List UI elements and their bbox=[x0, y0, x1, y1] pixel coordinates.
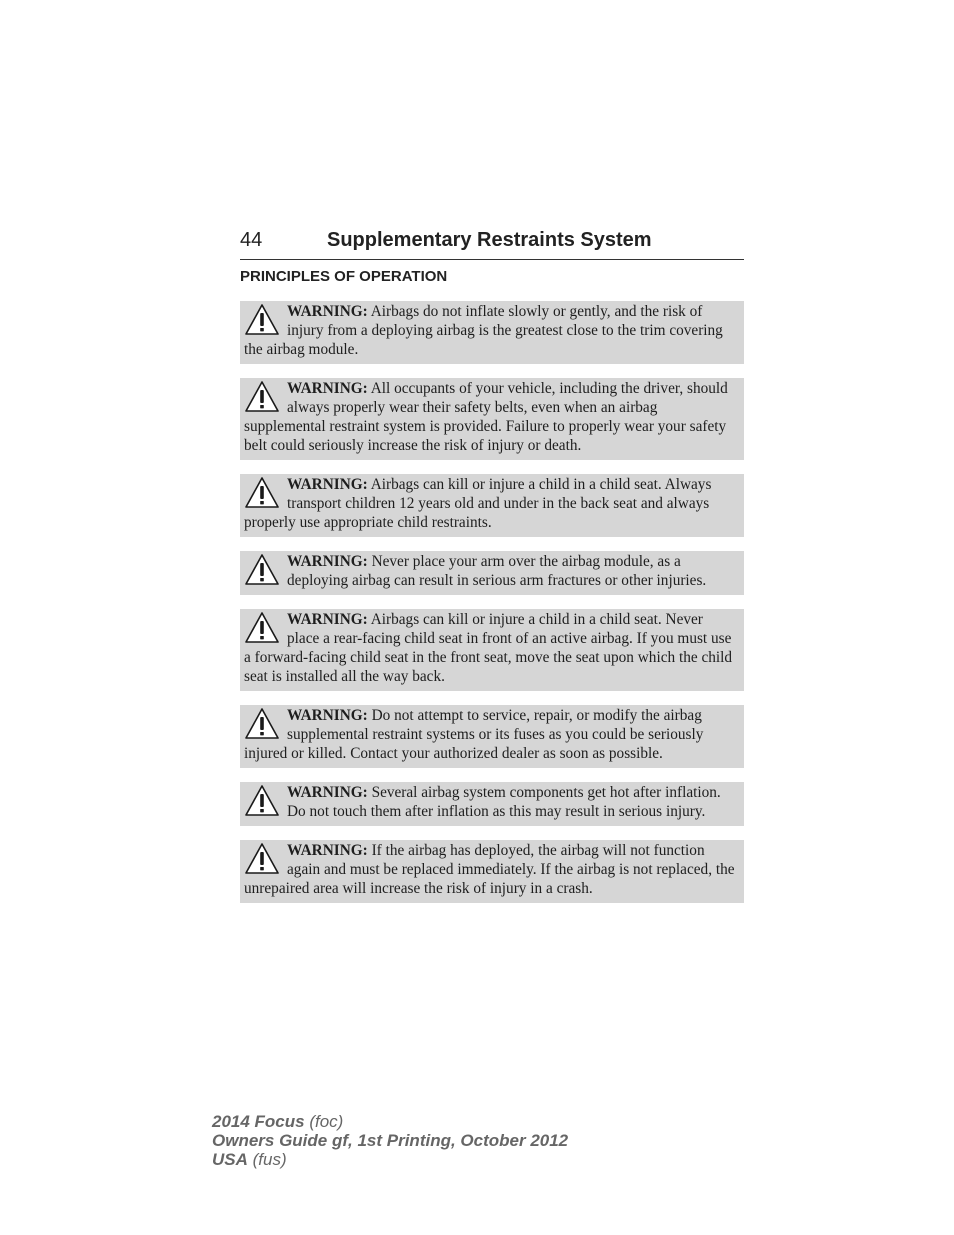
warning-box bbox=[240, 378, 744, 460]
footer-line-region bbox=[212, 1150, 568, 1169]
warning-text: Do not attempt to service, repair, or modify the airbag supplemental restraint systems or its fuses as you could be seriously injured or killed. Contact your authorized dealer as soon as possible. bbox=[244, 707, 704, 762]
warning-triangle-icon bbox=[244, 842, 280, 876]
warning-label: WARNING: bbox=[287, 553, 368, 570]
footer-line-model bbox=[212, 1112, 568, 1131]
warning-label: WARNING: bbox=[287, 380, 368, 397]
warning-box bbox=[240, 705, 744, 768]
chapter-title: Supplementary Restraints System bbox=[327, 229, 652, 251]
warning-list bbox=[240, 301, 744, 917]
warning-label: WARNING: bbox=[287, 707, 368, 724]
footer-line-guide bbox=[212, 1131, 568, 1150]
warning-triangle-icon bbox=[244, 476, 280, 510]
warning-label: WARNING: bbox=[287, 476, 368, 493]
footer-model: 2014 Focus bbox=[212, 1112, 305, 1131]
warning-text: If the airbag has deployed, the airbag will not function again and must be replaced immediately. If the airbag is not replaced, the unrepaired area will increase the risk of injury in a crash. bbox=[244, 842, 735, 897]
page-footer bbox=[212, 1112, 568, 1169]
warning-box bbox=[240, 474, 744, 537]
warning-triangle-icon bbox=[244, 611, 280, 645]
footer-model-code: (foc) bbox=[309, 1112, 344, 1131]
warning-box bbox=[240, 782, 744, 826]
warning-label: WARNING: bbox=[287, 611, 368, 628]
footer-guide: Owners Guide gf, 1st Printing, October 2012 bbox=[212, 1131, 569, 1150]
page-header bbox=[240, 228, 744, 260]
warning-text: Never place your arm over the airbag module, as a deploying airbag can result in serious arm fractures or other injuries. bbox=[287, 553, 707, 589]
warning-triangle-icon bbox=[244, 553, 280, 587]
footer-region-code: (fus) bbox=[252, 1150, 287, 1169]
warning-label: WARNING: bbox=[287, 784, 368, 801]
warning-text: Several airbag system components get hot after inflation. Do not touch them after inflation as this may result in serious injury. bbox=[287, 784, 721, 820]
warning-box bbox=[240, 551, 744, 595]
warning-box bbox=[240, 301, 744, 364]
warning-text: All occupants of your vehicle, including the driver, should always properly wear their safety belts, even when an airbag supplemental restraint system is provided. Failure to properly wear your safety belt could seriously increase the risk of injury or death. bbox=[244, 380, 728, 454]
section-heading: PRINCIPLES OF OPERATION bbox=[240, 268, 448, 285]
footer-region: USA bbox=[212, 1150, 248, 1169]
page-number: 44 bbox=[240, 229, 263, 251]
warning-text: Airbags do not inflate slowly or gently, and the risk of injury from a deploying airbag is the greatest close to the trim covering the airbag module. bbox=[244, 303, 723, 358]
warning-triangle-icon bbox=[244, 303, 280, 337]
warning-box bbox=[240, 609, 744, 691]
warning-label: WARNING: bbox=[287, 842, 368, 859]
warning-triangle-icon bbox=[244, 380, 280, 414]
warning-label: WARNING: bbox=[287, 303, 368, 320]
warning-text: Airbags can kill or injure a child in a child seat. Never place a rear-facing child seat in front of an active airbag. If you must use a forward-facing child seat in the front seat, move the seat upon which the child seat is installed all the way back. bbox=[244, 611, 733, 685]
warning-triangle-icon bbox=[244, 707, 280, 741]
warning-text: Airbags can kill or injure a child in a child seat. Always transport children 12 years old and under in the back seat and always properly use appropriate child restraints. bbox=[244, 476, 712, 531]
warning-box bbox=[240, 840, 744, 903]
warning-triangle-icon bbox=[244, 784, 280, 818]
